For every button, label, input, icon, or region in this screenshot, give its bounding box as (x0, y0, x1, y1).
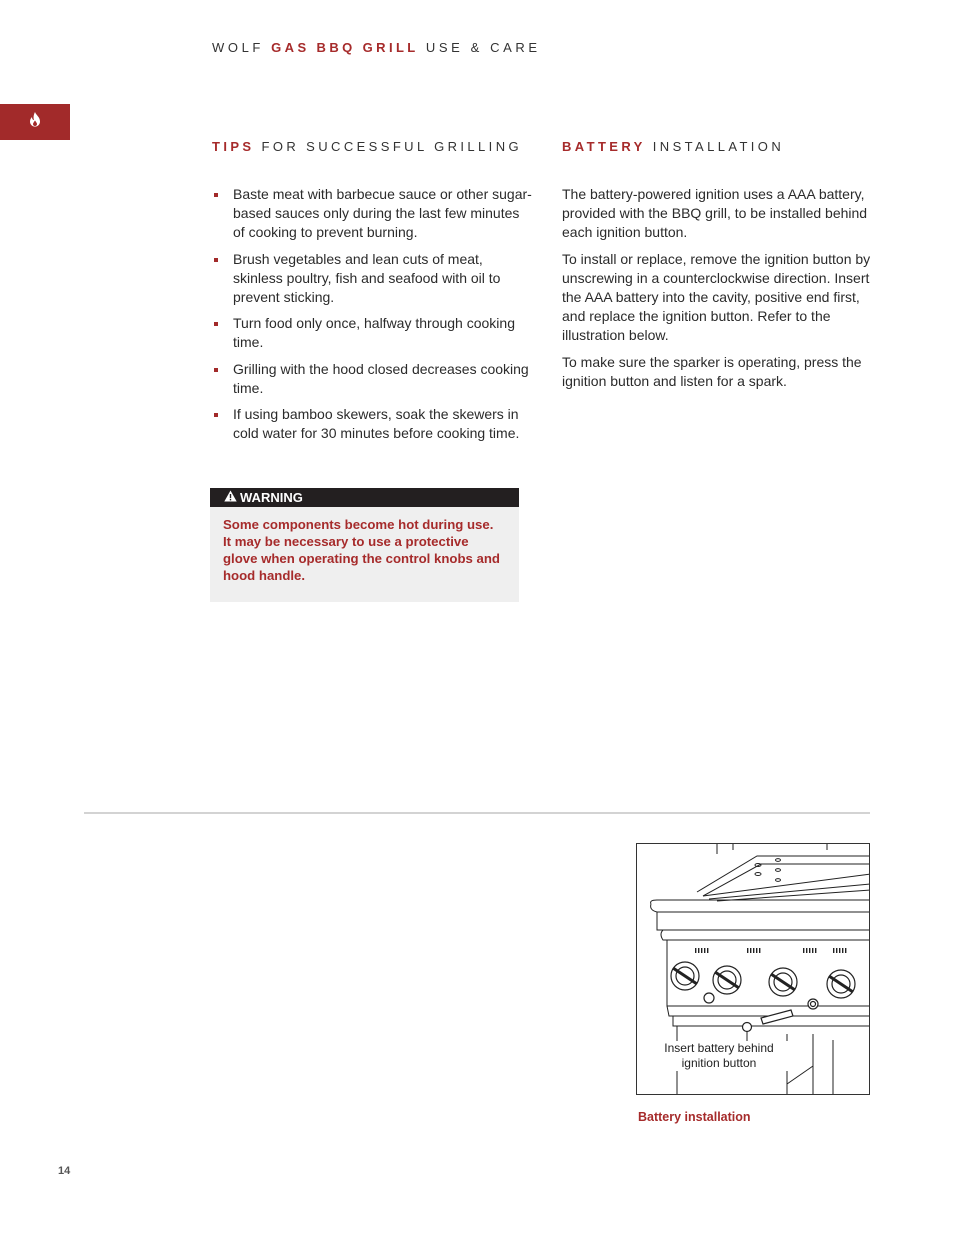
battery-instructions (562, 185, 878, 399)
warning-box (210, 488, 519, 602)
flame-icon (29, 112, 41, 132)
header-brand: WOLF (212, 40, 264, 55)
paragraph: To make sure the sparker is operating, press the ignition button and listen for a spark. (562, 354, 862, 389)
warning-text: Some components become hot during use. It may be necessary to use a protective glove when operating the control knobs and hood handle. (223, 517, 500, 583)
list-item: If using bamboo skewers, soak the skewers in cold water for 30 minutes before cooking time. (212, 405, 534, 443)
tips-heading: TIPS FOR SUCCESSFUL GRILLING (212, 139, 522, 154)
battery-installation-figure (636, 843, 870, 1095)
bullet-icon (214, 322, 218, 326)
paragraph: To install or replace, remove the ignition button by unscrewing in a counterclockwise direction. Insert the AAA battery into the cavity, positive end first, and replace the ignition button. Refer to the illustration below. (562, 251, 871, 343)
warning-icon (224, 490, 240, 505)
list-item: Turn food only once, halfway through cooking time. (212, 314, 534, 352)
page-number: 14 (58, 1165, 71, 1177)
figure-caption: Battery installation (638, 1110, 751, 1124)
section-tab[interactable] (0, 104, 70, 140)
header-suffix: USE & CARE (425, 40, 541, 55)
warning-label: WARNING (240, 490, 303, 505)
battery-heading: BATTERY INSTALLATION (562, 139, 785, 154)
bullet-icon (214, 413, 218, 417)
paragraph: The battery-powered ignition uses a AAA battery, provided with the BBQ grill, to be installed behind each ignition button. (562, 186, 868, 240)
running-header (212, 40, 541, 55)
list-item: Grilling with the hood closed decreases cooking time. (212, 360, 534, 398)
warning-header (210, 488, 519, 507)
section-divider (84, 812, 870, 814)
list-item: Baste meat with barbecue sauce or other sugar-based sauces only during the last few minutes of cooking to prevent burning. (212, 185, 534, 242)
bullet-icon (214, 193, 218, 197)
bullet-icon (214, 258, 218, 262)
header-product: GAS BBQ GRILL (271, 40, 419, 55)
list-item: Brush vegetables and lean cuts of meat, skinless poultry, fish and seafood with oil to prevent sticking. (212, 250, 534, 307)
figure-callout: Insert battery behind ignition button (649, 1041, 789, 1071)
bullet-icon (214, 368, 218, 372)
tips-list (212, 185, 534, 451)
